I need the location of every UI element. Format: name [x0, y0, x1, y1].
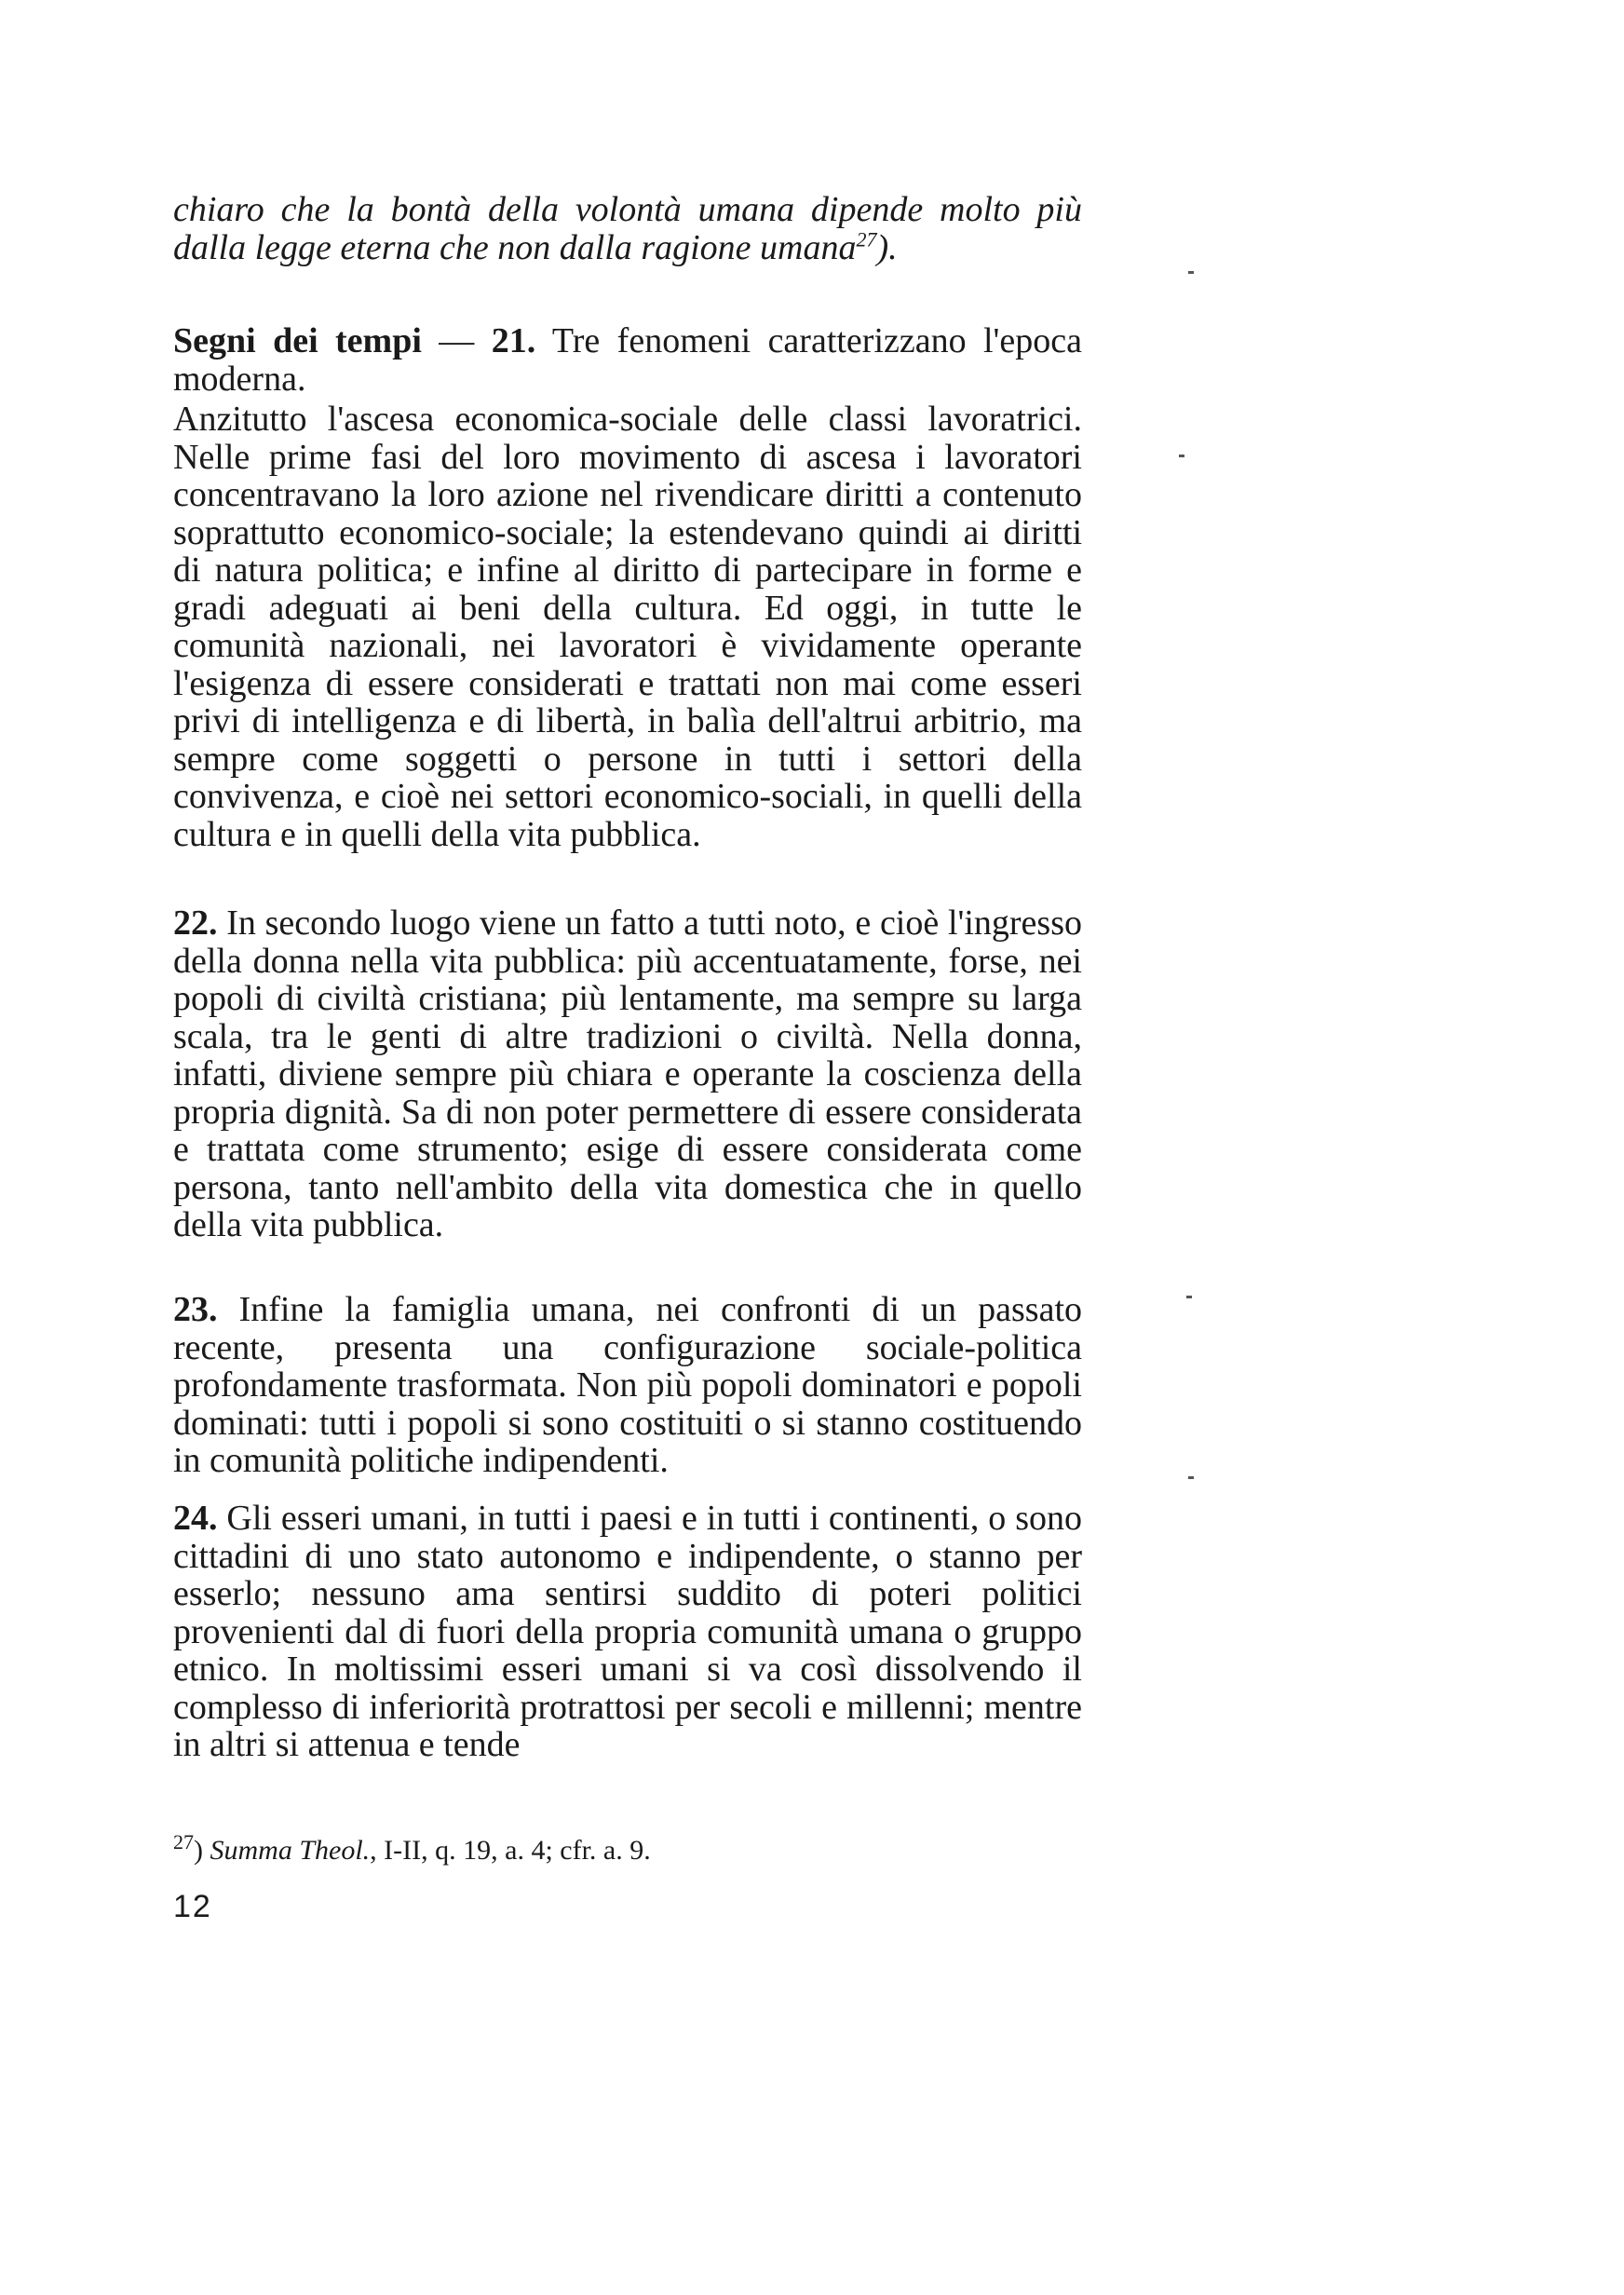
heading-dash: — [421, 321, 492, 360]
footnote-paren: ) [194, 1835, 203, 1866]
intro-text: chiaro che la bontà della volontà umana dipende molto più dalla legge eterna che non dalla ragione umana [173, 190, 1082, 267]
scan-speck [1188, 1476, 1194, 1479]
section-23-text: Infine la famiglia umana, nei confronti di un passato recente, presenta una configurazione sociale-politica profondamente trasformata. Non più popoli dominatori e popoli dominati: tutti i popoli si sono costituiti o si stanno costituendo in comunità politiche indipendenti. [173, 1290, 1082, 1480]
page-number: 12 [173, 1889, 212, 1924]
section-21-lead [173, 322, 1082, 398]
scan-speck [1186, 1296, 1192, 1298]
section-heading: Segni dei tempi [173, 321, 422, 360]
section-22-text: In secondo luogo viene un fatto a tutti noto, e cioè l'ingresso della donna nella vita pubblica: più accentuatamente, forse, nei popoli di civiltà cristiana; più lentamente, ma sempre su larga scala, tra le genti di altre tradizioni o civiltà. Nella donna, infatti, diviene sempre più chiara e operante la coscienza della propria dignità. Sa di non poter permettere di essere considerata e trattata come strumento; esige di essere considerata come persona, tanto nell'ambito della vita domestica che in quello della vita pubblica. [173, 903, 1082, 1244]
paragraph-number: 21. [491, 321, 536, 360]
section-23 [173, 1291, 1082, 1480]
intro-end: ). [876, 227, 898, 267]
footnote-citation: , I-II, q. 19, a. 4; cfr. a. 9. [370, 1835, 651, 1866]
scan-speck [1188, 271, 1194, 274]
paragraph-number: 22. [173, 903, 218, 943]
section-24-text: Gli esseri umani, in tutti i paesi e in tutti i continenti, o sono cittadini di uno stato autonomo e indipendente, o stanno per esserlo; nessuno ama sentirsi suddito di poteri politici provenienti dal di fuori della propria comunità umana o gruppo etnico. In moltissimi esseri umani si va così dissolvendo il complesso di inferiorità protrattosi per secoli e millenni; mentre in altri si attenua e tende [173, 1499, 1082, 1764]
section-22 [173, 904, 1082, 1244]
section-21-lead-text: Tre fenomeni caratterizzano l'epoca moderna. [173, 321, 1083, 399]
scan-speck [1179, 455, 1184, 457]
section-24 [173, 1500, 1082, 1764]
footnote [173, 1830, 1082, 1867]
footnote-number: 27 [173, 1830, 194, 1854]
footnote-ref: 27 [856, 226, 877, 251]
paragraph-number: 24. [173, 1499, 218, 1538]
intro-paragraph [173, 191, 1082, 266]
paragraph-number: 23. [173, 1290, 218, 1329]
section-21-body: Anzitutto l'ascesa economica-sociale delle classi lavoratrici. Nelle prime fasi del loro movimento di ascesa i lavoratori concentravano la loro azione nel rivendicare diritti a contenuto soprattutto economico-sociale; la estendevano quindi ai diritti di natura politica; e infine al diritto di partecipare in forme e gradi adeguati ai beni della cultura. Ed oggi, in tutte le comunità nazionali, nei lavoratori è vividamente operante l'esigenza di essere considerati e trattati non mai come esseri privi di intelligenza e di libertà, in balìa dell'altrui arbitrio, ma sempre come soggetti o persone in tutti i settori della convivenza, e cioè nei settori economico-sociali, in quelli della cultura e in quelli della vita pubblica. [173, 400, 1082, 854]
footnote-title: Summa Theol. [210, 1835, 371, 1866]
